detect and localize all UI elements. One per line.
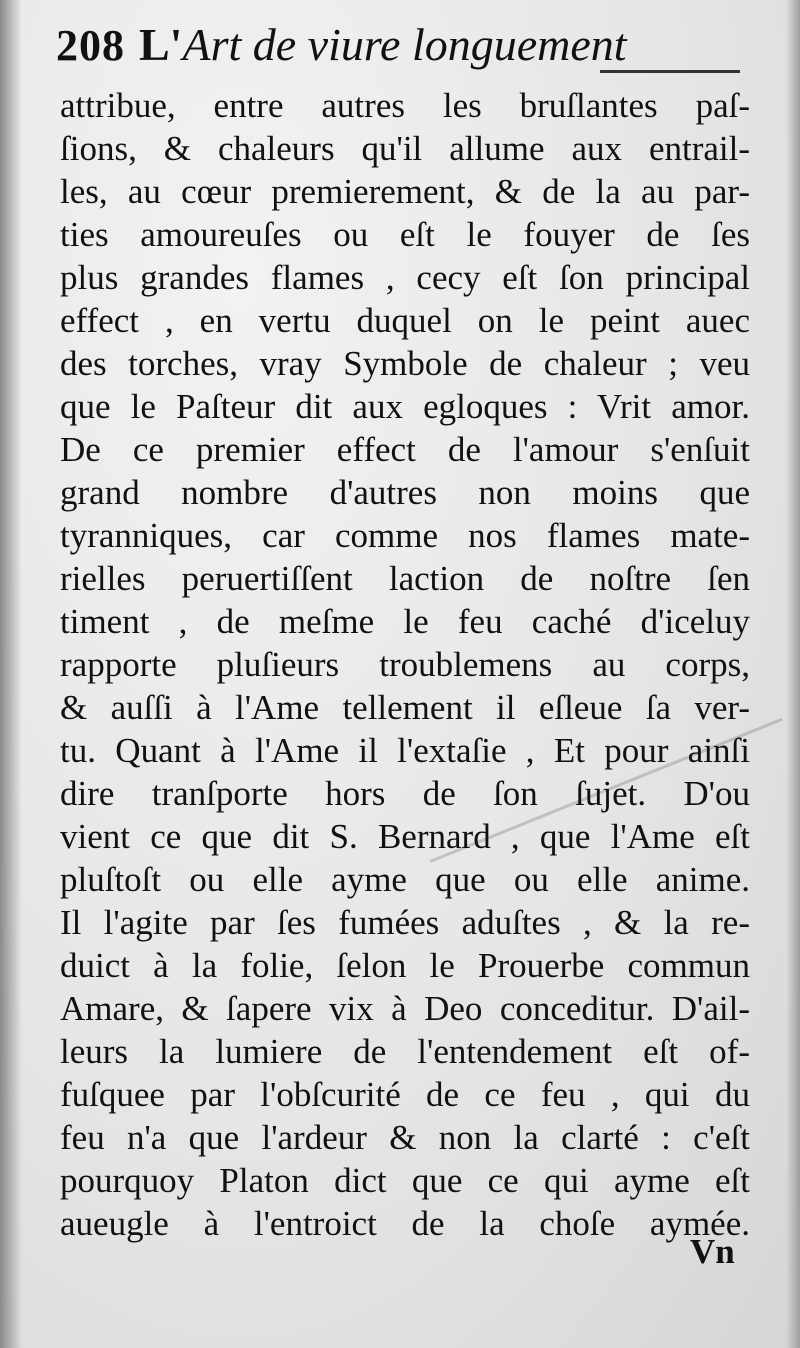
text-line: Amare, & ſapere vix à Deo conceditur. D'ail- (60, 989, 750, 1028)
text-line: ſions, & chaleurs qu'il allume aux entrail- (60, 129, 750, 168)
text-line: & auſſi à l'Ame tellement il eſleue ſa ver- (60, 688, 750, 727)
text-line: duict à la folie, ſelon le Prouerbe commun (60, 946, 750, 985)
text-line: Il l'agite par ſes fumées aduſtes , & la re- (60, 903, 750, 942)
text-line: timent , de meſme le feu caché d'iceluy (60, 602, 750, 641)
page-number: 208 (56, 21, 125, 70)
edge-shadow (786, 0, 800, 1348)
text-line: De ce premier effect de l'amour s'enſuit (60, 430, 750, 469)
text-line: tu. Quant à l'Ame il l'extaſie , Et pour ainſi (60, 731, 750, 770)
text-line: effect , en vertu duquel on le peint auec (60, 301, 750, 340)
text-line: les, au cœur premierement, & de la au par- (60, 172, 750, 211)
text-line: rapporte pluſieurs troublemens au corps, (60, 645, 750, 684)
text-line: aueugle à l'entroict de la choſe aymée. (60, 1204, 750, 1243)
body-text (60, 84, 750, 1245)
text-line: dire tranſporte hors de ſon ſujet. D'ou (60, 774, 750, 813)
text-line: feu n'a que l'ardeur & non la clarté : c'eſt (60, 1118, 750, 1157)
text-line: pourquoy Platon dict que ce qui ayme eſt (60, 1161, 750, 1200)
text-line: grand nombre d'autres non moins que (60, 473, 750, 512)
text-line: ties amoureuſes ou eſt le fouyer de ſes (60, 215, 750, 254)
text-line: fuſquee par l'obſcurité de ce feu , qui du (60, 1075, 750, 1114)
text-line: que le Paſteur dit aux egloques : Vrit amor. (60, 387, 750, 426)
running-title-italic: Art de viure longuement (182, 19, 627, 70)
text-line: des torches, vray Symbole de chaleur ; veu (60, 344, 750, 383)
text-line: leurs la lumiere de l'entendement eſt of- (60, 1032, 750, 1071)
header-flourish (600, 70, 740, 73)
text-line: pluſtoſt ou elle ayme que ou elle anime. (60, 860, 750, 899)
gutter-shadow (0, 0, 22, 1348)
running-title (139, 19, 627, 70)
text-line: plus grandes flames , cecy eſt ſon principal (60, 258, 750, 297)
catchword: Vn (690, 1232, 735, 1271)
text-line: tyranniques, car comme nos flames mate- (60, 516, 750, 555)
running-title-prefix: L' (139, 19, 183, 70)
text-line: vient ce que dit S. Bernard , que l'Ame eſt (60, 817, 750, 856)
text-line: attribue, entre autres les bruſlantes paſ- (60, 86, 750, 125)
text-line: rielles peruertiſſent laction de noſtre ſen (60, 559, 750, 598)
